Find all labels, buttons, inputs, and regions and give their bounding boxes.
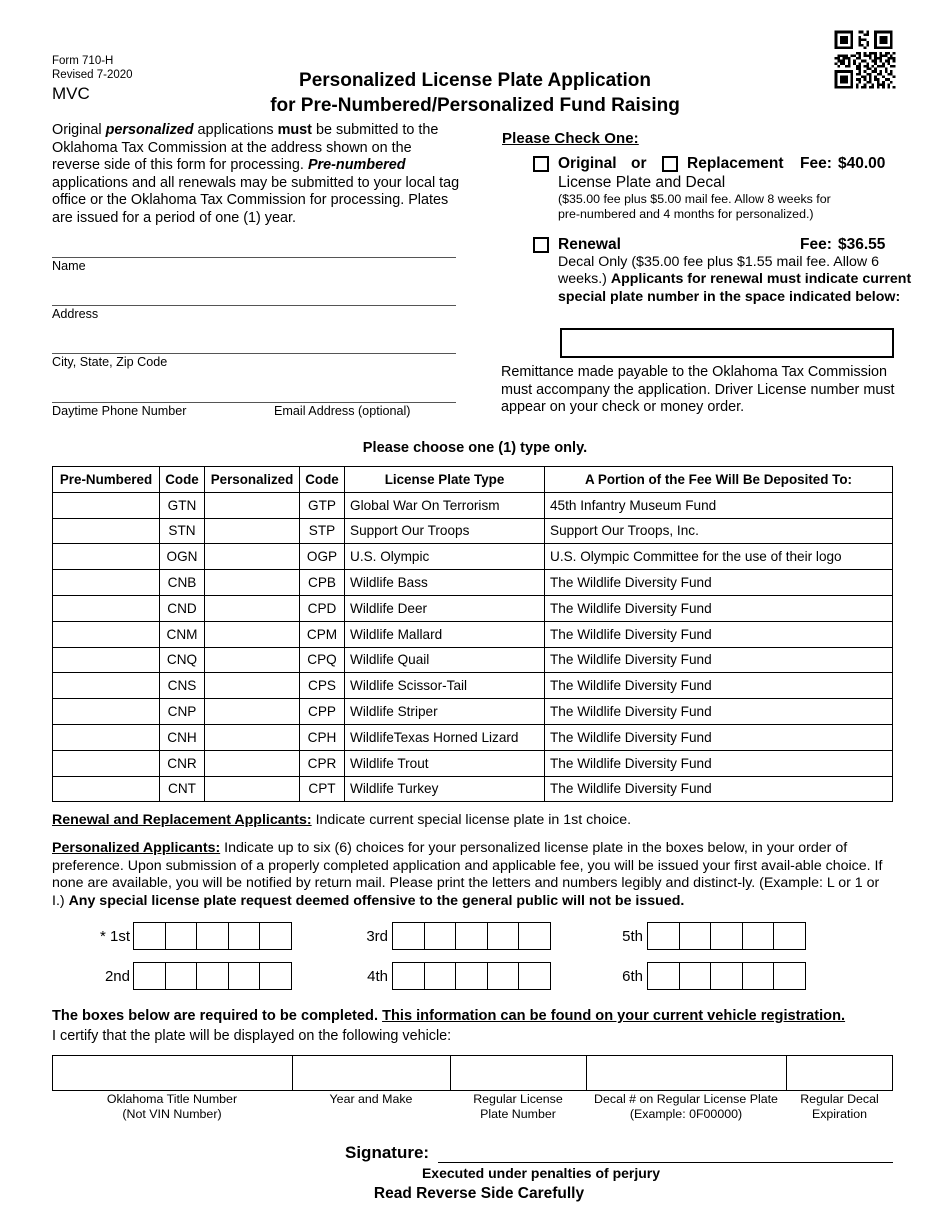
caption-regular-license-plate-number-line2: Plate Number bbox=[480, 1107, 556, 1121]
table-row bbox=[53, 724, 893, 750]
pre-numbered-code-cell: GTN bbox=[160, 492, 205, 518]
caption-year-and-make bbox=[292, 1090, 450, 1122]
choice-5-boxes[interactable] bbox=[647, 922, 806, 950]
choice-6-cell-2[interactable] bbox=[679, 962, 712, 990]
fee-deposit-cell: The Wildlife Diversity Fund bbox=[545, 699, 893, 725]
license-plate-type-cell: Wildlife Trout bbox=[345, 750, 545, 776]
pre-numbered-checkbox-cell[interactable] bbox=[53, 673, 160, 699]
fee-deposit-cell: The Wildlife Diversity Fund bbox=[545, 673, 893, 699]
choice-6-label: 6th bbox=[622, 968, 643, 985]
choice-1-cell-2[interactable] bbox=[165, 922, 198, 950]
fee-deposit-cell: Support Our Troops, Inc. bbox=[545, 518, 893, 544]
personalized-code-cell: GTP bbox=[300, 492, 345, 518]
city-state-zip-label: City, State, Zip Code bbox=[52, 355, 168, 369]
choice-3-cell-1[interactable] bbox=[392, 922, 425, 950]
renewal-checkbox[interactable] bbox=[533, 237, 549, 253]
form-number: Form 710-H bbox=[52, 55, 114, 67]
personalized-checkbox-cell[interactable] bbox=[205, 699, 300, 725]
personalized-checkbox-cell[interactable] bbox=[205, 570, 300, 596]
decal-number-input[interactable] bbox=[587, 1056, 787, 1091]
original-fee-label: Fee: bbox=[800, 155, 832, 172]
replacement-checkbox[interactable] bbox=[662, 156, 678, 172]
fee-deposit-cell: The Wildlife Diversity Fund bbox=[545, 724, 893, 750]
table-row bbox=[53, 570, 893, 596]
signature-input[interactable] bbox=[438, 1162, 893, 1163]
caption-decal-number-line1: Decal # on Regular License Plate bbox=[594, 1092, 778, 1106]
renewal-fee-amount: $36.55 bbox=[838, 236, 886, 253]
choice-1-boxes[interactable] bbox=[133, 922, 292, 950]
perjury-note: Executed under penalties of perjury bbox=[421, 1165, 661, 1181]
choice-4-cell-4[interactable] bbox=[487, 962, 520, 990]
address-label: Address bbox=[52, 307, 99, 321]
choice-1-cell-4[interactable] bbox=[228, 922, 261, 950]
pre-numbered-checkbox-cell[interactable] bbox=[53, 595, 160, 621]
license-plate-type-cell: Wildlife Deer bbox=[345, 595, 545, 621]
personalized-code-cell: OGP bbox=[300, 544, 345, 570]
required-plain-text: The boxes below are required to be completed. bbox=[52, 1008, 383, 1024]
original-fee-amount: $40.00 bbox=[838, 155, 886, 172]
intro-em-prenumbered: Pre-numbered bbox=[307, 157, 406, 174]
original-label: Original bbox=[558, 155, 617, 172]
year-and-make-input[interactable] bbox=[293, 1056, 451, 1091]
original-sublabel: License Plate and Decal bbox=[558, 174, 726, 191]
pre-numbered-code-cell: CNH bbox=[160, 724, 205, 750]
pre-numbered-code-cell: CNM bbox=[160, 621, 205, 647]
intro-text-b: applications bbox=[193, 122, 278, 138]
renewal-note-plain: Decal Only ($35.00 fee plus $1.55 mail fee. Allow 6 weeks.) bbox=[558, 254, 879, 288]
choice-3-boxes[interactable] bbox=[392, 922, 551, 950]
city-state-zip-field[interactable] bbox=[52, 353, 456, 354]
caption-year-and-make-line1: Year and Make bbox=[329, 1092, 413, 1106]
caption-regular-decal-expiration-line2: Expiration bbox=[811, 1107, 868, 1121]
intro-paragraph bbox=[52, 122, 460, 228]
license-plate-type-cell: Wildlife Mallard bbox=[345, 621, 545, 647]
address-field[interactable] bbox=[52, 305, 456, 306]
pre-numbered-checkbox-cell[interactable] bbox=[53, 724, 160, 750]
personalized-code-cell: CPM bbox=[300, 621, 345, 647]
fee-deposit-cell: The Wildlife Diversity Fund bbox=[545, 595, 893, 621]
choice-3-cell-4[interactable] bbox=[487, 922, 520, 950]
fee-deposit-cell: 45th Infantry Museum Fund bbox=[545, 492, 893, 518]
pre-numbered-code-cell: OGN bbox=[160, 544, 205, 570]
choice-4-cell-1[interactable] bbox=[392, 962, 425, 990]
phone-email-field[interactable] bbox=[52, 402, 456, 403]
pre-numbered-code-cell: CNS bbox=[160, 673, 205, 699]
pre-numbered-checkbox-cell[interactable] bbox=[53, 518, 160, 544]
license-plate-type-cell: Wildlife Scissor-Tail bbox=[345, 673, 545, 699]
personalized-checkbox-cell[interactable] bbox=[205, 724, 300, 750]
fee-deposit-cell: The Wildlife Diversity Fund bbox=[545, 750, 893, 776]
pre-numbered-code-cell: CNB bbox=[160, 570, 205, 596]
personalized-checkbox-cell[interactable] bbox=[205, 492, 300, 518]
intro-text-d: applications and all renewals may be submitted to your local tag office or the Oklahoma Tax Commission for processing. Plates are issued for a period of one (1) year. bbox=[52, 174, 460, 226]
caption-oklahoma-title-number-line1: Oklahoma Title Number bbox=[106, 1092, 238, 1106]
personalized-applicants-paragraph bbox=[52, 840, 894, 910]
title-line-1: Personalized License Plate Application bbox=[299, 70, 651, 91]
current-plate-number-input[interactable] bbox=[560, 328, 894, 358]
choice-2-cell-1[interactable] bbox=[133, 962, 166, 990]
pre-numbered-checkbox-cell[interactable] bbox=[53, 647, 160, 673]
renewal-fee-label: Fee: bbox=[800, 236, 832, 253]
choice-4-boxes[interactable] bbox=[392, 962, 551, 990]
pre-numbered-code-cell: CNR bbox=[160, 750, 205, 776]
original-note-line-2: pre-numbered and 4 months for personalized.) bbox=[558, 207, 814, 221]
table-row bbox=[53, 518, 893, 544]
pre-numbered-code-cell: STN bbox=[160, 518, 205, 544]
license-plate-type-cell: WildlifeTexas Horned Lizard bbox=[345, 724, 545, 750]
name-label: Name bbox=[52, 259, 86, 273]
col-pre-code: Code bbox=[160, 467, 205, 493]
personalized-checkbox-cell[interactable] bbox=[205, 621, 300, 647]
check-one-heading: Please Check One: bbox=[502, 130, 639, 147]
vehicle-field-captions bbox=[52, 1090, 893, 1122]
title-line-2: for Pre-Numbered/Personalized Fund Raising bbox=[270, 95, 680, 116]
pre-numbered-checkbox-cell[interactable] bbox=[53, 621, 160, 647]
choice-2-cell-2[interactable] bbox=[165, 962, 198, 990]
col-license-plate-type: License Plate Type bbox=[345, 467, 545, 493]
oklahoma-title-number-input[interactable] bbox=[53, 1056, 293, 1091]
choice-4-label: 4th bbox=[367, 968, 388, 985]
personalized-applicants-warning: Any special license plate request deemed offensive to the general public will not be issued. bbox=[68, 892, 685, 909]
table-row bbox=[53, 621, 893, 647]
intro-text-a: Original bbox=[52, 122, 106, 138]
col-personalized: Personalized bbox=[205, 467, 300, 493]
table-row bbox=[53, 776, 893, 802]
table-row bbox=[53, 544, 893, 570]
table-row bbox=[53, 750, 893, 776]
renewal-replacement-paragraph bbox=[52, 812, 894, 830]
caption-decal-number bbox=[586, 1090, 786, 1122]
pre-numbered-code-cell: CNQ bbox=[160, 647, 205, 673]
table-row bbox=[53, 673, 893, 699]
personalized-code-cell: CPP bbox=[300, 699, 345, 725]
division-code: MVC bbox=[52, 84, 90, 103]
fee-deposit-cell: The Wildlife Diversity Fund bbox=[545, 570, 893, 596]
page-title bbox=[175, 68, 775, 118]
choice-6-cell-5[interactable] bbox=[773, 962, 806, 990]
qr-code-icon bbox=[832, 28, 898, 94]
table-row bbox=[53, 647, 893, 673]
choice-5-cell-1[interactable] bbox=[647, 922, 680, 950]
required-underlined-text: This information can be found on your current vehicle registration. bbox=[382, 1008, 846, 1024]
intro-text-c: be submitted to the Oklahoma Tax Commission at the address shown on the reverse side of this form for processing. bbox=[52, 122, 439, 174]
personalized-applicants-label: Personalized Applicants: bbox=[52, 840, 221, 856]
choice-2-cell-3[interactable] bbox=[196, 962, 229, 990]
personalized-code-cell: CPS bbox=[300, 673, 345, 699]
regular-decal-expiration-input[interactable] bbox=[787, 1056, 893, 1091]
email-address-label: Email Address (optional) bbox=[274, 404, 411, 418]
caption-regular-decal-expiration-line1: Regular Decal bbox=[800, 1092, 879, 1106]
col-pers-code: Code bbox=[300, 467, 345, 493]
choice-2-cell-4[interactable] bbox=[228, 962, 261, 990]
choice-6-boxes[interactable] bbox=[647, 962, 806, 990]
intro-strong-must: must bbox=[277, 122, 312, 138]
personalized-code-cell: CPH bbox=[300, 724, 345, 750]
choice-4-cell-3[interactable] bbox=[455, 962, 488, 990]
regular-license-plate-number-input[interactable] bbox=[451, 1056, 587, 1091]
or-label: or bbox=[631, 155, 647, 172]
col-pre-numbered: Pre-Numbered bbox=[53, 467, 160, 493]
choice-3-label: 3rd bbox=[366, 928, 388, 945]
renewal-note-bold: Applicants for renewal must indicate current special plate number in the space indicated below: bbox=[558, 271, 912, 305]
caption-regular-decal-expiration bbox=[786, 1090, 893, 1122]
choice-6-cell-4[interactable] bbox=[742, 962, 775, 990]
license-plate-type-cell: Wildlife Quail bbox=[345, 647, 545, 673]
fee-deposit-cell: The Wildlife Diversity Fund bbox=[545, 776, 893, 802]
table-row bbox=[53, 699, 893, 725]
pre-numbered-checkbox-cell[interactable] bbox=[53, 750, 160, 776]
personalized-code-cell: STP bbox=[300, 518, 345, 544]
required-boxes-notice bbox=[52, 1007, 912, 1025]
read-reverse-note: Read Reverse Side Carefully bbox=[373, 1185, 585, 1202]
pre-numbered-checkbox-cell[interactable] bbox=[53, 699, 160, 725]
personalized-code-cell: CPR bbox=[300, 750, 345, 776]
personalized-code-cell: CPB bbox=[300, 570, 345, 596]
caption-oklahoma-title-number bbox=[52, 1090, 292, 1122]
fee-deposit-cell: U.S. Olympic Committee for the use of their logo bbox=[545, 544, 893, 570]
caption-regular-license-plate-number bbox=[450, 1090, 586, 1122]
choice-3-cell-3[interactable] bbox=[455, 922, 488, 950]
renewal-label: Renewal bbox=[558, 236, 621, 253]
choice-4-cell-2[interactable] bbox=[424, 962, 457, 990]
choice-6-cell-1[interactable] bbox=[647, 962, 680, 990]
pre-numbered-code-cell: CND bbox=[160, 595, 205, 621]
license-plate-type-cell: Wildlife Turkey bbox=[345, 776, 545, 802]
personalized-code-cell: CPQ bbox=[300, 647, 345, 673]
form-meta bbox=[52, 54, 133, 105]
name-field[interactable] bbox=[52, 257, 456, 258]
plate-type-table bbox=[52, 466, 893, 802]
table-row bbox=[53, 595, 893, 621]
fee-deposit-cell: The Wildlife Diversity Fund bbox=[545, 647, 893, 673]
personalized-checkbox-cell[interactable] bbox=[205, 647, 300, 673]
remittance-note: Remittance made payable to the Oklahoma Tax Commission must accompany the application. Driver License number must appear on your check or money order. bbox=[501, 364, 895, 416]
form-revision-date: Revised 7-2020 bbox=[52, 69, 133, 81]
renewal-note bbox=[558, 254, 914, 306]
caption-decal-number-line2: (Example: 0F00000) bbox=[629, 1107, 743, 1121]
caption-regular-license-plate-number-line1: Regular License bbox=[473, 1092, 563, 1106]
choice-2-label: 2nd bbox=[104, 968, 130, 985]
vehicle-info-table bbox=[52, 1055, 893, 1091]
intro-em-personalized: personalized bbox=[105, 122, 194, 138]
license-plate-type-cell: Global War On Terrorism bbox=[345, 492, 545, 518]
pre-numbered-code-cell: CNP bbox=[160, 699, 205, 725]
personalized-applicants-text: Indicate up to six (6) choices for your personalized license plate in the boxes below, in your order of preference. Upon submission of a properly completed application and applicable fee, you will be issued your first avail-able choice. If none are available, you will be notified by return mail. Please print the letters and numbers legibly and distinct-ly. (Example: L or 1 or I.) bbox=[52, 840, 883, 909]
choice-5-cell-5[interactable] bbox=[773, 922, 806, 950]
signature-label: Signature: bbox=[345, 1143, 430, 1162]
choice-5-cell-4[interactable] bbox=[742, 922, 775, 950]
table-header-row bbox=[53, 467, 893, 493]
fee-deposit-cell: The Wildlife Diversity Fund bbox=[545, 621, 893, 647]
choice-5-cell-2[interactable] bbox=[679, 922, 712, 950]
personalized-checkbox-cell[interactable] bbox=[205, 673, 300, 699]
personalized-code-cell: CPD bbox=[300, 595, 345, 621]
personalized-checkbox-cell[interactable] bbox=[205, 544, 300, 570]
daytime-phone-label: Daytime Phone Number bbox=[52, 404, 187, 418]
original-note-line-1: ($35.00 fee plus $5.00 mail fee. Allow 8 weeks for bbox=[558, 192, 831, 206]
choice-1-cell-3[interactable] bbox=[196, 922, 229, 950]
table-row bbox=[53, 492, 893, 518]
choice-3-cell-2[interactable] bbox=[424, 922, 457, 950]
table-caption: Please choose one (1) type only. bbox=[362, 440, 588, 456]
caption-oklahoma-title-number-line2: (Not VIN Number) bbox=[122, 1107, 222, 1121]
license-plate-type-cell: U.S. Olympic bbox=[345, 544, 545, 570]
certify-statement: I certify that the plate will be displayed on the following vehicle: bbox=[52, 1028, 452, 1044]
personalized-checkbox-cell[interactable] bbox=[205, 595, 300, 621]
vehicle-input-row bbox=[53, 1056, 893, 1091]
pre-numbered-checkbox-cell[interactable] bbox=[53, 492, 160, 518]
personalized-code-cell: CPT bbox=[300, 776, 345, 802]
renewal-replacement-text: Indicate current special license plate in 1st choice. bbox=[311, 812, 632, 828]
table-body bbox=[53, 492, 893, 802]
pre-numbered-checkbox-cell[interactable] bbox=[53, 544, 160, 570]
license-plate-type-cell: Wildlife Striper bbox=[345, 699, 545, 725]
license-plate-type-cell: Support Our Troops bbox=[345, 518, 545, 544]
choice-5-label: 5th bbox=[622, 928, 643, 945]
choice-6-cell-3[interactable] bbox=[710, 962, 743, 990]
pre-numbered-checkbox-cell[interactable] bbox=[53, 570, 160, 596]
personalized-checkbox-cell[interactable] bbox=[205, 518, 300, 544]
pre-numbered-checkbox-cell[interactable] bbox=[53, 776, 160, 802]
choice-5-cell-3[interactable] bbox=[710, 922, 743, 950]
original-checkbox[interactable] bbox=[533, 156, 549, 172]
col-fee-deposit: A Portion of the Fee Will Be Deposited To: bbox=[545, 467, 893, 493]
choice-1-cell-1[interactable] bbox=[133, 922, 166, 950]
personalized-checkbox-cell[interactable] bbox=[205, 776, 300, 802]
choice-1-label: * 1st bbox=[99, 928, 130, 945]
replacement-label: Replacement bbox=[687, 155, 784, 172]
personalized-checkbox-cell[interactable] bbox=[205, 750, 300, 776]
choice-2-boxes[interactable] bbox=[133, 962, 292, 990]
pre-numbered-code-cell: CNT bbox=[160, 776, 205, 802]
license-plate-type-cell: Wildlife Bass bbox=[345, 570, 545, 596]
renewal-replacement-label: Renewal and Replacement Applicants: bbox=[52, 812, 312, 828]
